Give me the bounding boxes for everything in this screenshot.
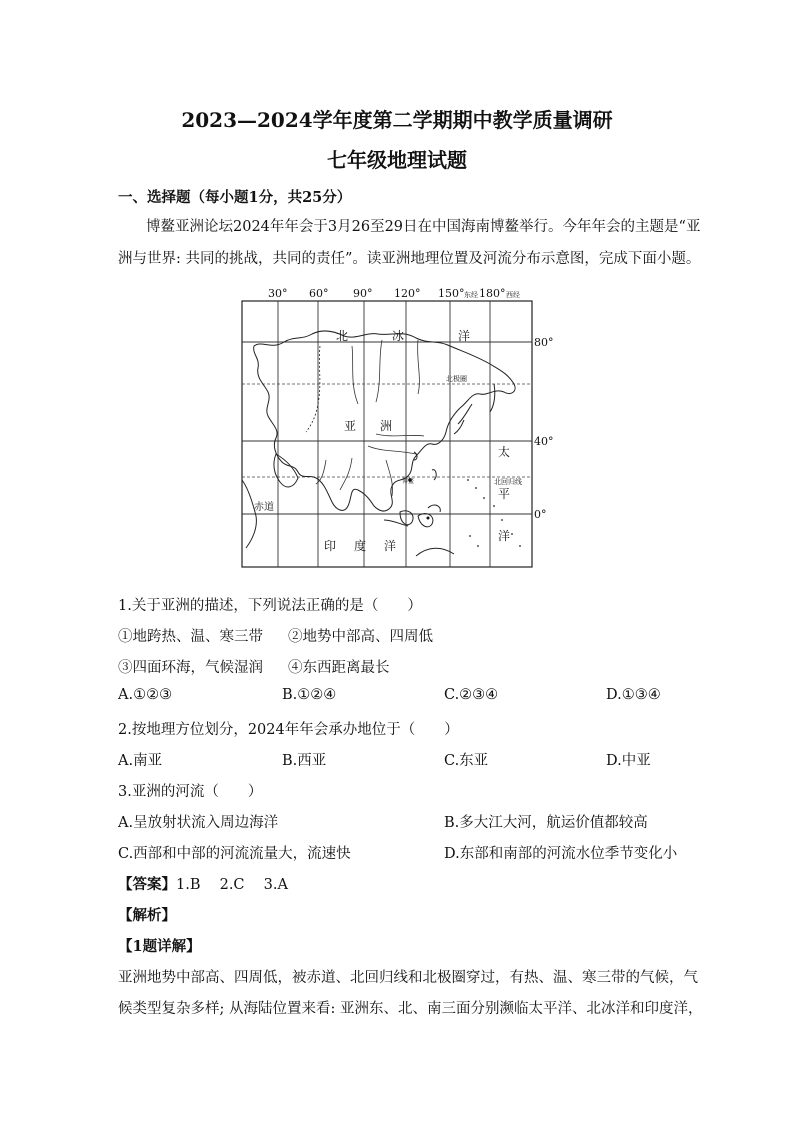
lat-label-0: 0° [534, 508, 547, 521]
lat-label-40: 40° [534, 435, 554, 448]
question-2-stem: 2.按地理方位划分，2024年年会承办地位于（ ） [118, 722, 459, 738]
lat-label-80: 80° [534, 336, 554, 349]
question-3-stem: 3.亚洲的河流（ ） [118, 784, 263, 800]
q3-option-a: A.呈放射状流入周边海洋 [118, 815, 279, 831]
arctic-ocean-char3: 洋 [458, 329, 471, 343]
q3-option-d: D.东部和南部的河流水位季节变化小 [444, 846, 678, 862]
boao-label: 博鳌 [402, 478, 415, 485]
west-longitude-label: 西经 [506, 291, 520, 299]
rivers [316, 340, 424, 496]
lon-label-90: 90° [353, 287, 373, 300]
detail-text-line2: 候类型复杂多样; 从海陆位置来看: 亚洲东、北、南三面分别濒临太平洋、北冰洋和印度洋， [118, 1001, 703, 1017]
indian-ocean-char3: 洋 [384, 539, 397, 553]
q3-option-b: B.多大江大河，航运价值都较高 [444, 815, 648, 831]
section-heading: 一、选择题（每小题1分，共25分） [118, 189, 352, 206]
q1-option-b: B.①②④ [282, 687, 337, 703]
intro-text-line2: 洲与世界: 共同的挑战，共同的责任”。读亚洲地理位置及河流分布示意图，完成下面小题。 [118, 251, 701, 267]
indian-ocean-char2: 度 [354, 539, 367, 553]
q1-statement-3: ③四面环海，气候湿润 [118, 660, 263, 676]
detail-text-line1: 亚洲地势中部高、四周低，被赤道、北回归线和北极圈穿过，有热、温、寒三带的气候，气 [118, 970, 698, 986]
pacific-char2: 平 [498, 487, 511, 501]
answer-label: 【答案】 [118, 876, 176, 893]
pacific-char3: 洋 [498, 529, 511, 543]
lon-label-180: 180° [479, 287, 506, 300]
kamchatka [490, 384, 495, 412]
pacific-char1: 太 [498, 445, 511, 459]
arabian-peninsula [274, 454, 298, 487]
answer-text: 1.B 2.C 3.A [176, 877, 288, 893]
lon-label-150: 150° [438, 287, 465, 300]
indian-ocean-char1: 印 [324, 539, 337, 553]
q1-option-d: D.①③④ [606, 687, 661, 703]
analysis-label: 【解析】 [118, 907, 176, 924]
japan-islands [454, 404, 472, 434]
asia-map-figure [232, 284, 554, 570]
q2-option-a: A.南亚 [118, 753, 163, 769]
island-marker [427, 517, 430, 520]
q3-option-c: C.西部和中部的河流流量大，流速快 [118, 846, 351, 862]
lon-label-60: 60° [309, 287, 329, 300]
q1-statement-2: ②地势中部高、四周低 [288, 629, 433, 645]
question-1-stem: 1.关于亚洲的描述，下列说法正确的是（ ） [118, 598, 422, 614]
pacific-islands [467, 479, 521, 547]
q2-option-d: D.中亚 [606, 753, 651, 769]
east-longitude-label: 东经 [464, 291, 478, 299]
tropic-cancer-label: 北回归线 [494, 478, 522, 486]
lon-label-30: 30° [268, 287, 288, 300]
arctic-ocean-char1: 北 [336, 329, 349, 343]
australia-top [416, 548, 454, 556]
asia-char2: 洲 [380, 419, 393, 433]
q1-option-a: A.①②③ [118, 687, 173, 703]
answer-line [118, 873, 288, 894]
arctic-ocean-char2: 冰 [392, 329, 405, 343]
arctic-circle-label: 北极圈 [446, 375, 467, 383]
equator-label: 赤道 [254, 502, 274, 513]
page-subtitle: 七年级地理试题 [327, 148, 467, 172]
asia-char1: 亚 [344, 419, 357, 433]
q2-option-b: B.西亚 [282, 753, 327, 769]
q1-statement-4: ④东西距离最长 [288, 660, 390, 676]
page-title: 2023—2024学年度第二学期期中教学质量调研 [181, 108, 613, 132]
q2-option-c: C.东亚 [444, 753, 489, 769]
q1-option-c: C.②③④ [444, 687, 499, 703]
q1-statement-1: ①地跨热、温、寒三带 [118, 629, 263, 645]
intro-text-line1: 博鳌亚洲论坛2024年年会于3月26至29日在中国海南博鳌举行。今年年会的主题是“亚 [146, 219, 701, 235]
lon-label-120: 120° [394, 287, 421, 300]
q1-detail-label: 【1题详解】 [118, 938, 201, 955]
